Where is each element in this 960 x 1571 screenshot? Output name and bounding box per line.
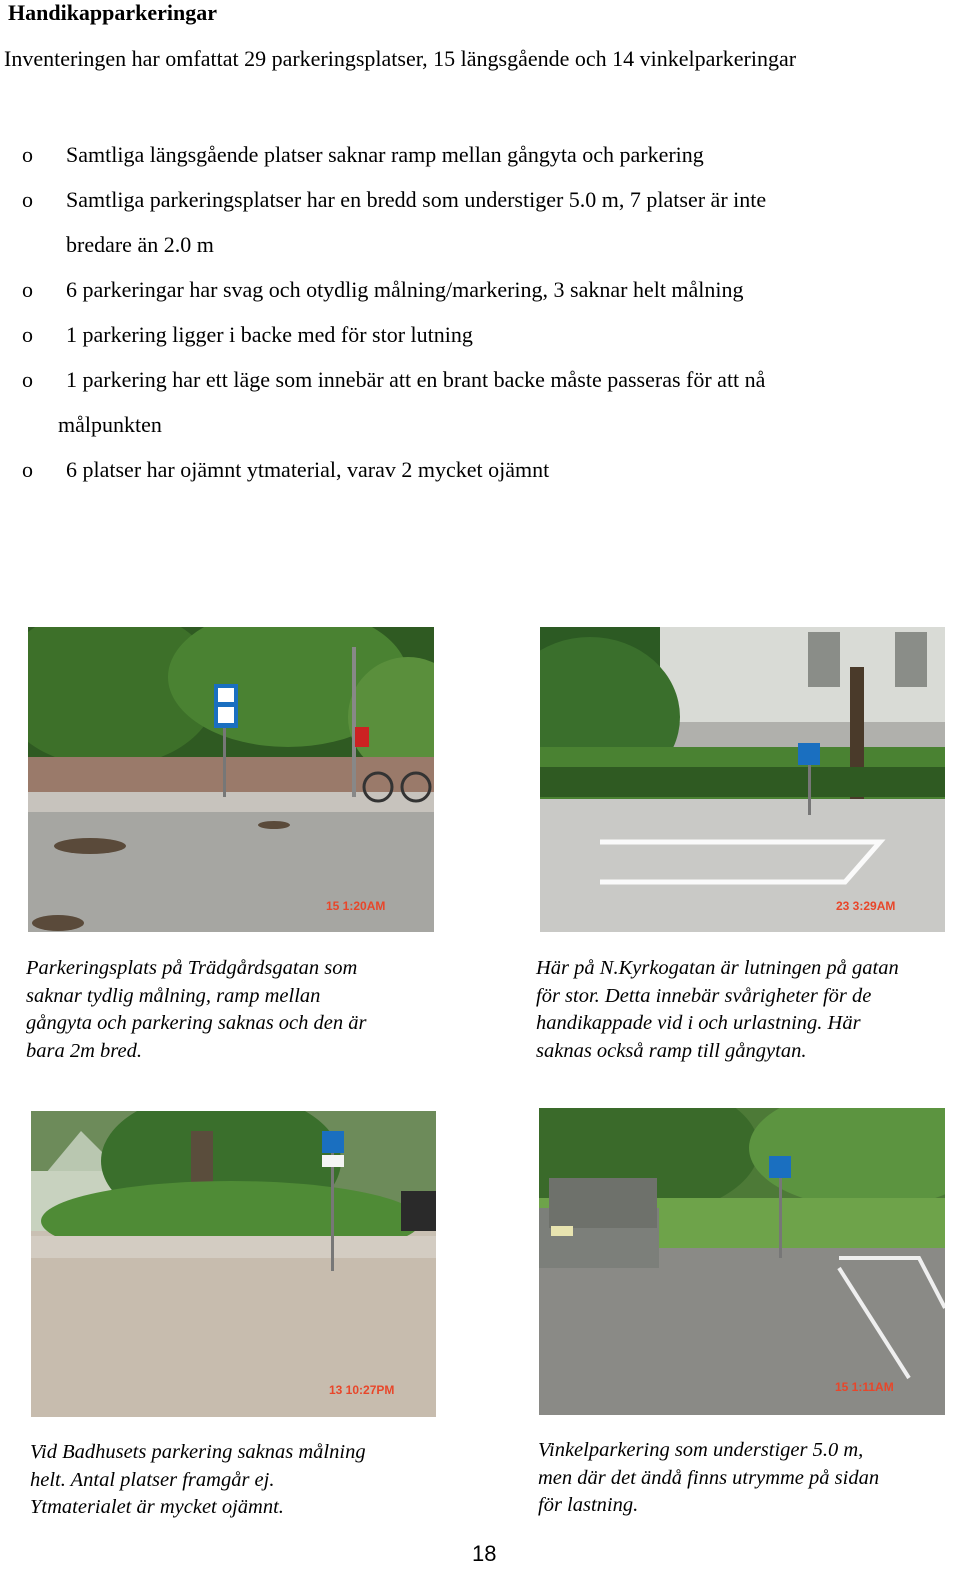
photo-caption-4 [538, 1437, 953, 1520]
list-item [22, 312, 922, 357]
list-item-text: 6 platser har ojämnt ytmaterial, varav 2 mycket ojämnt [66, 457, 550, 482]
caption-line: bara 2m bred. [26, 1039, 142, 1062]
list-item [22, 267, 922, 312]
caption-line: handikappade vid i och urlastning. Här [536, 1012, 861, 1034]
caption-line: men där det ändå finns utrymme på sidan [538, 1466, 880, 1489]
caption-line: gångyta och parkering saknas och den är [26, 1012, 367, 1034]
list-item-text: Samtliga parkeringsplatser har en bredd som understiger 5.0 m, 7 platser är inte [66, 187, 767, 212]
photo-timestamp: 13 10:27PM [329, 1383, 395, 1397]
disabled-parking-sign-icon [322, 1131, 344, 1153]
disabled-parking-sign-icon [798, 743, 820, 765]
caption-line: saknas också ramp till gångytan. [536, 1039, 807, 1062]
caption-line: för lastning. [538, 1494, 639, 1516]
photo-n-kyrkogatan [540, 627, 945, 932]
caption-line: Vid Badhusets parkering saknas målning [30, 1441, 366, 1463]
list-item-text: målpunkten [58, 412, 162, 437]
caption-line: Vinkelparkering som understiger 5.0 m, [538, 1439, 864, 1461]
caption-line: för stor. Detta innebär svårigheter för de [536, 984, 872, 1007]
list-item-text: 1 parkering ligger i backe med för stor lutning [66, 322, 473, 347]
bullet-marker: o [22, 142, 33, 167]
bullet-marker: o [22, 187, 33, 212]
list-item [22, 132, 922, 177]
bullet-marker: o [22, 277, 33, 302]
photo-timestamp: 15 1:11AM [835, 1380, 894, 1394]
findings-list [22, 132, 922, 492]
disabled-parking-sign-icon [769, 1156, 791, 1178]
photo-timestamp: 23 3:29AM [836, 899, 896, 913]
list-item-continuation [22, 222, 922, 267]
list-item [22, 357, 922, 402]
list-item-text: 6 parkeringar har svag och otydlig målning/markering, 3 saknar helt målning [66, 277, 744, 302]
list-item-text: bredare än 2.0 m [66, 232, 214, 257]
bullet-marker: o [22, 457, 33, 482]
bullet-marker: o [22, 367, 33, 392]
page-number: 18 [472, 1541, 497, 1566]
page-heading: Handikapparkeringar [8, 0, 218, 25]
photo-caption-1 [26, 955, 476, 1065]
caption-line: saknar tydlig målning, ramp mellan [26, 984, 321, 1007]
intro-text: Inventeringen har omfattat 29 parkeringsplatser, 15 längsgående och 14 vinkelparkeringar [4, 46, 797, 71]
caption-line: helt. Antal platser framgår ej. [30, 1468, 275, 1491]
arrow-sign-icon [322, 1155, 344, 1167]
list-item-continuation [22, 402, 922, 447]
caption-line: Parkeringsplats på Trädgårdsgatan som [26, 957, 358, 979]
photo-tradgardsgatan [28, 627, 434, 932]
bullet-marker: o [22, 322, 33, 347]
list-item [22, 177, 922, 222]
list-item-text: Samtliga längsgående platser saknar ramp mellan gångyta och parkering [66, 142, 704, 167]
photo-timestamp: 15 1:20AM [326, 899, 386, 913]
list-item-text: 1 parkering har ett läge som innebär att en brant backe måste passeras för att nå [66, 367, 766, 392]
caption-line: Ytmaterialet är mycket ojämnt. [30, 1496, 284, 1518]
photo-vinkelparkering [539, 1108, 945, 1415]
photo-caption-2 [536, 955, 956, 1065]
caption-line: Här på N.Kyrkogatan är lutningen på gatan [536, 957, 899, 979]
photo-caption-3 [30, 1439, 480, 1522]
list-item [22, 447, 922, 492]
photo-badhuset [31, 1111, 436, 1417]
